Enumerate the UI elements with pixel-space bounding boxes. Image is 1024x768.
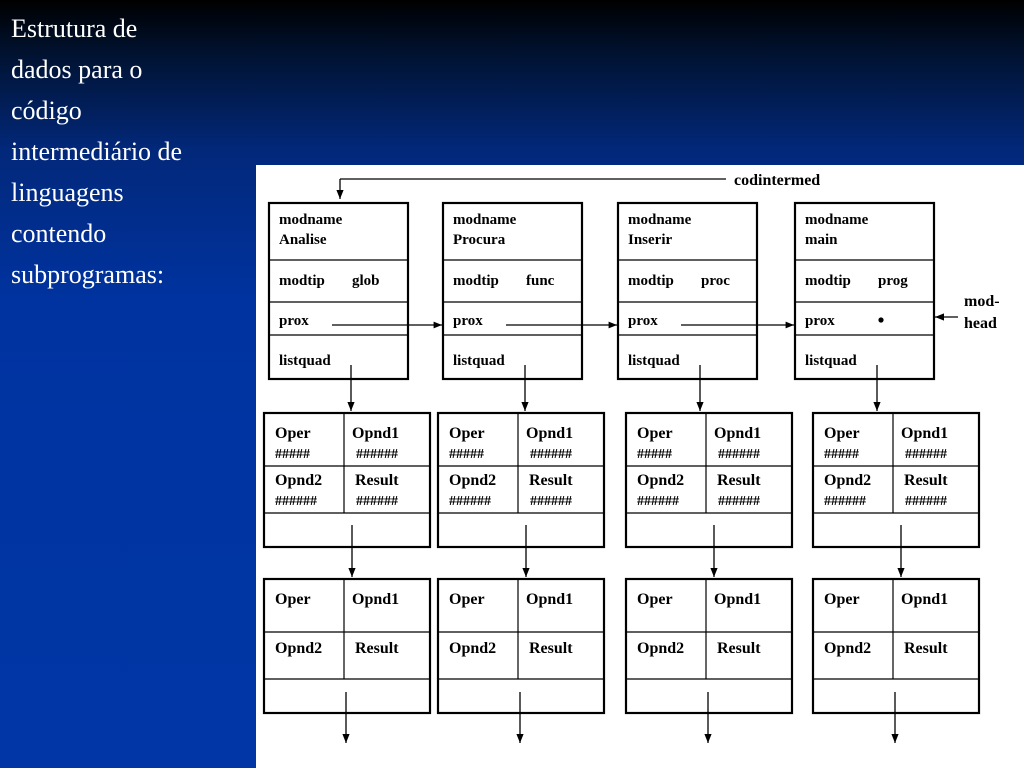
opnd2-value: ######	[449, 494, 491, 509]
opnd2-label: Opnd2	[637, 640, 685, 657]
opnd2-value: ######	[275, 494, 317, 509]
prox-label: prox	[805, 313, 835, 329]
opnd1-label: Opnd1	[901, 425, 949, 442]
listquad-label: listquad	[805, 353, 857, 369]
opnd1-label: Opnd1	[901, 591, 949, 608]
modtip-label: modtip	[628, 273, 674, 289]
opnd1-label: Opnd1	[526, 425, 574, 442]
oper-value: #####	[275, 447, 310, 462]
oper-label: Oper	[824, 591, 860, 608]
opnd2-label: Opnd2	[275, 640, 323, 657]
modname-value: Procura	[453, 232, 506, 248]
opnd1-value: ######	[718, 447, 760, 462]
opnd1-label: Opnd1	[714, 425, 762, 442]
listquad-label: listquad	[279, 353, 331, 369]
opnd1-label: Opnd1	[714, 591, 762, 608]
oper-value: #####	[637, 447, 672, 462]
modtip-value: prog	[878, 273, 908, 289]
null-pointer-dot	[878, 317, 883, 322]
modtip-value: glob	[352, 273, 380, 289]
slide-title: Estrutura de dados para o código intermediário de linguagens contendo subprogramas:	[11, 14, 183, 289]
opnd2-label: Opnd2	[275, 472, 323, 489]
opnd1-value: ######	[356, 447, 398, 462]
result-label: Result	[904, 472, 948, 489]
result-label: Result	[717, 472, 761, 489]
modtip-label: modtip	[453, 273, 499, 289]
modhead-label: mod-	[964, 293, 1000, 310]
modhead-label: head	[964, 315, 997, 332]
listquad-label: listquad	[453, 353, 505, 369]
modtip-value: func	[526, 273, 555, 289]
oper-label: Oper	[637, 425, 673, 442]
modname-label: modname	[628, 212, 692, 228]
modname-label: modname	[805, 212, 869, 228]
modtip-label: modtip	[279, 273, 325, 289]
result-label: Result	[717, 640, 761, 657]
result-label: Result	[529, 640, 573, 657]
data-structure-diagram	[256, 165, 1024, 768]
opnd2-label: Opnd2	[449, 472, 497, 489]
oper-label: Oper	[637, 591, 673, 608]
modname-label: modname	[279, 212, 343, 228]
oper-label: Oper	[449, 425, 485, 442]
modtip-label: modtip	[805, 273, 851, 289]
listquad-label: listquad	[628, 353, 680, 369]
modname-value: Inserir	[628, 232, 673, 248]
opnd1-value: ######	[530, 447, 572, 462]
prox-label: prox	[453, 313, 483, 329]
modtip-value: proc	[701, 273, 730, 289]
result-label: Result	[355, 472, 399, 489]
result-label: Result	[529, 472, 573, 489]
opnd2-label: Opnd2	[449, 640, 497, 657]
oper-label: Oper	[275, 591, 311, 608]
opnd1-value: ######	[905, 447, 947, 462]
oper-value: #####	[449, 447, 484, 462]
oper-value: #####	[824, 447, 859, 462]
prox-label: prox	[628, 313, 658, 329]
opnd2-value: ######	[637, 494, 679, 509]
prox-label: prox	[279, 313, 309, 329]
diagram-panel	[256, 165, 1024, 768]
opnd2-label: Opnd2	[637, 472, 685, 489]
oper-label: Oper	[449, 591, 485, 608]
opnd2-label: Opnd2	[824, 472, 872, 489]
result-label: Result	[904, 640, 948, 657]
codintermed-label: codintermed	[734, 172, 821, 189]
oper-label: Oper	[824, 425, 860, 442]
opnd2-value: ######	[824, 494, 866, 509]
result-value: ######	[905, 494, 947, 509]
modname-label: modname	[453, 212, 517, 228]
modname-value: Analise	[279, 232, 327, 248]
result-value: ######	[356, 494, 398, 509]
modname-value: main	[805, 232, 838, 248]
opnd1-label: Opnd1	[352, 425, 400, 442]
opnd1-label: Opnd1	[352, 591, 400, 608]
opnd1-label: Opnd1	[526, 591, 574, 608]
opnd2-label: Opnd2	[824, 640, 872, 657]
result-label: Result	[355, 640, 399, 657]
result-value: ######	[718, 494, 760, 509]
oper-label: Oper	[275, 425, 311, 442]
result-value: ######	[530, 494, 572, 509]
